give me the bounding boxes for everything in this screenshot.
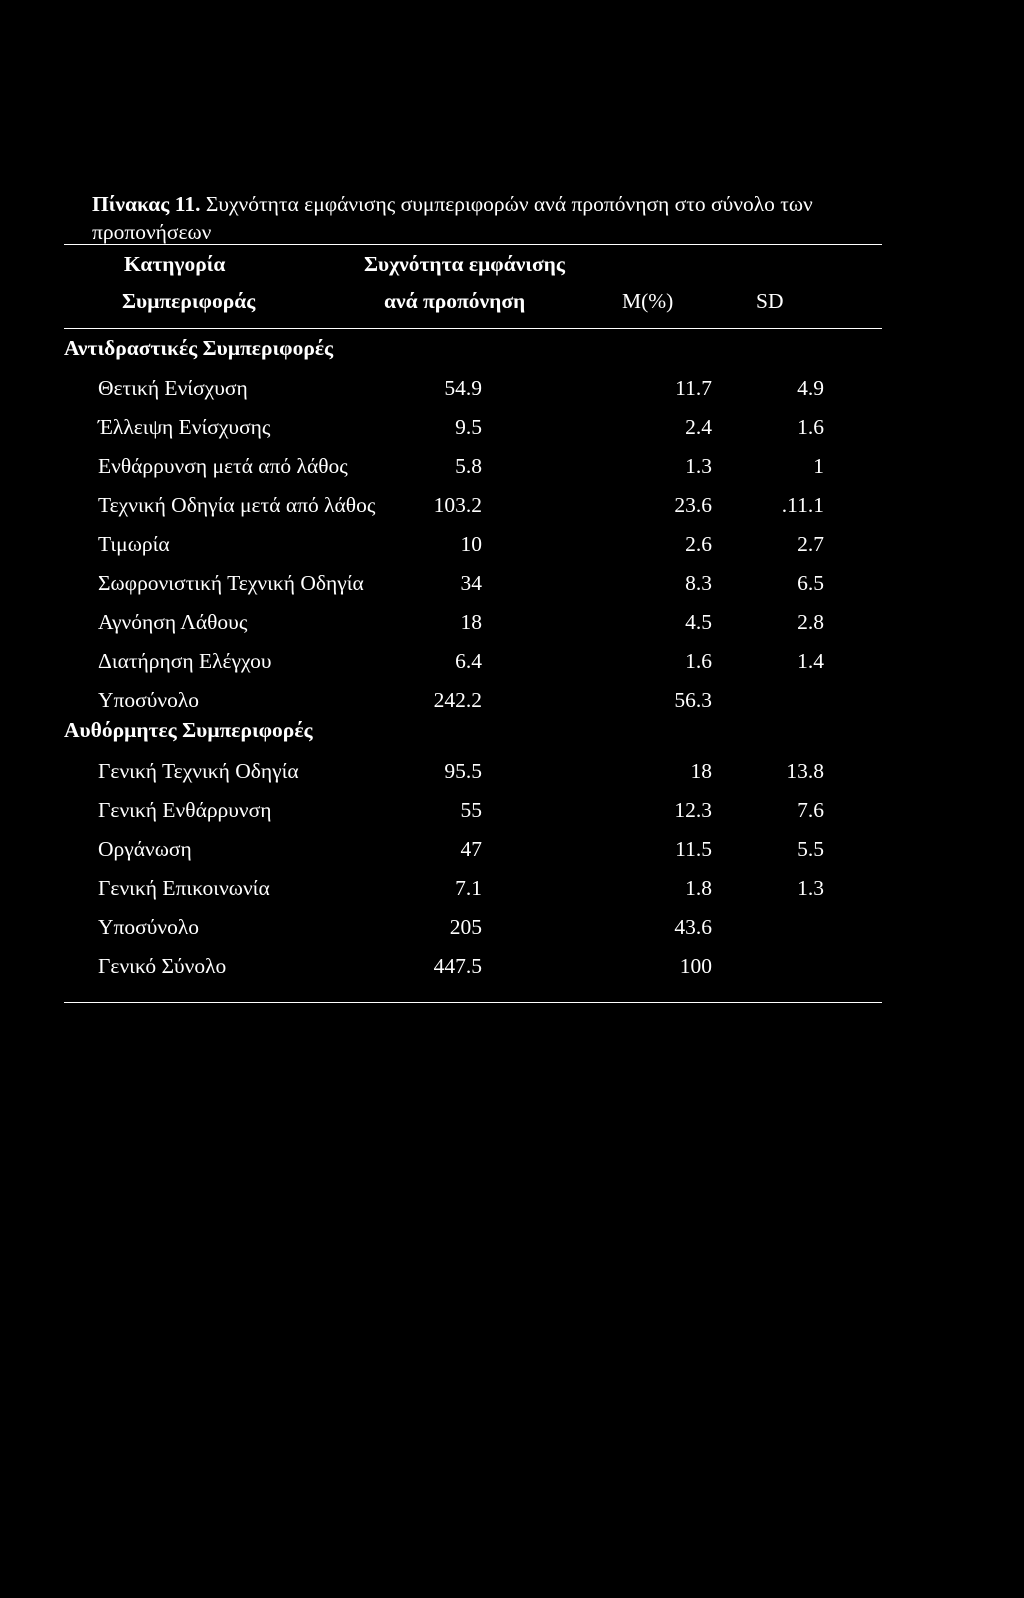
cell-sd: 6.5 [797, 571, 824, 595]
cell-name: Θετική Ενίσχυση [98, 376, 248, 400]
header-category-line1: Κατηγορία [124, 252, 226, 276]
cell-freq: 9.5 [455, 415, 482, 439]
table-caption [92, 190, 882, 246]
cell-freq: 5.8 [455, 454, 482, 478]
table-top-rule [64, 244, 882, 245]
table-row [0, 607, 1024, 637]
table-row [0, 873, 1024, 903]
section-title-spontaneous: Αυθόρμητες Συμπεριφορές [64, 718, 313, 742]
cell-sd: 13.8 [786, 759, 824, 783]
cell-m: 8.3 [685, 571, 712, 595]
cell-sd: 1.3 [797, 876, 824, 900]
cell-name: Υποσύνολο [98, 915, 200, 939]
table-row [0, 685, 1024, 715]
header-sd: SD [756, 289, 784, 313]
cell-m: 12.3 [674, 798, 712, 822]
table-row [0, 646, 1024, 676]
cell-sd: 2.7 [797, 532, 824, 556]
cell-m: 1.3 [685, 454, 712, 478]
cell-sd: 1.6 [797, 415, 824, 439]
cell-sd: 1 [813, 454, 824, 478]
cell-name: Έλλειψη Ενίσχυσης [98, 415, 271, 439]
table-bottom-rule [64, 1002, 882, 1003]
cell-name: Γενική Επικοινωνία [98, 876, 270, 900]
cell-m: 2.4 [685, 415, 712, 439]
cell-name: Γενική Ενθάρρυνση [98, 798, 272, 822]
cell-sd: 2.8 [797, 610, 824, 634]
cell-sd: 5.5 [797, 837, 824, 861]
cell-name: Γενική Τεχνική Οδηγία [98, 759, 299, 783]
table-row [0, 951, 1024, 981]
header-category-line2: Συμπεριφοράς [122, 289, 256, 313]
cell-m: 4.5 [685, 610, 712, 634]
cell-m: 11.7 [675, 376, 712, 400]
cell-freq: 18 [460, 610, 482, 634]
cell-freq: 10 [460, 532, 482, 556]
cell-m: 18 [690, 759, 712, 783]
cell-sd: 7.6 [797, 798, 824, 822]
cell-freq: 103.2 [433, 493, 482, 517]
cell-m: 56.3 [674, 688, 712, 712]
cell-freq: 95.5 [444, 759, 482, 783]
cell-m: 11.5 [675, 837, 712, 861]
table-row [0, 912, 1024, 942]
cell-sd: 1.4 [797, 649, 824, 673]
cell-m: 43.6 [674, 915, 712, 939]
cell-name: Σωφρονιστική Τεχνική Οδηγία [98, 571, 364, 595]
header-mean-percent: M(%) [622, 289, 674, 313]
cell-freq: 242.2 [433, 688, 482, 712]
cell-m: 1.8 [685, 876, 712, 900]
table-row [0, 834, 1024, 864]
cell-m: 100 [679, 954, 712, 978]
cell-name: Γενικό Σύνολο [98, 954, 227, 978]
table-caption-text: Συχνότητα εμφάνισης συμπεριφορών ανά προπόνηση στο σύνολο των προπονήσεων [92, 192, 813, 244]
section-title-reactive: Αντιδραστικές Συμπεριφορές [64, 336, 334, 360]
cell-name: Τεχνική Οδηγία μετά από λάθος [98, 493, 376, 517]
table-row [0, 373, 1024, 403]
cell-name: Ενθάρρυνση μετά από λάθος [98, 454, 348, 478]
table-row [0, 795, 1024, 825]
cell-sd: 4.9 [797, 376, 824, 400]
cell-freq: 7.1 [455, 876, 482, 900]
header-frequency-line2: ανά προπόνηση [384, 289, 526, 313]
cell-m: 23.6 [674, 493, 712, 517]
cell-name: Διατήρηση Ελέγχου [98, 649, 272, 673]
table-row [0, 490, 1024, 520]
cell-m: 1.6 [685, 649, 712, 673]
table-row [0, 568, 1024, 598]
cell-name: Οργάνωση [98, 837, 192, 861]
cell-freq: 205 [449, 915, 482, 939]
table-row [0, 529, 1024, 559]
cell-freq: 47 [460, 837, 482, 861]
header-frequency-line1: Συχνότητα εμφάνισης [364, 252, 565, 276]
table-row [0, 756, 1024, 786]
cell-freq: 55 [460, 798, 482, 822]
cell-m: 2.6 [685, 532, 712, 556]
table-caption-label: Πίνακας 11. [92, 192, 201, 216]
cell-freq: 447.5 [433, 954, 482, 978]
header-bottom-rule [64, 328, 882, 329]
cell-freq: 6.4 [455, 649, 482, 673]
table-row [0, 412, 1024, 442]
cell-freq: 54.9 [444, 376, 482, 400]
cell-name: Υποσύνολο [98, 688, 200, 712]
cell-freq: 34 [460, 571, 482, 595]
cell-name: Τιμωρία [98, 532, 170, 556]
cell-sd: .11.1 [781, 493, 824, 517]
table-row [0, 451, 1024, 481]
cell-name: Αγνόηση Λάθους [98, 610, 248, 634]
